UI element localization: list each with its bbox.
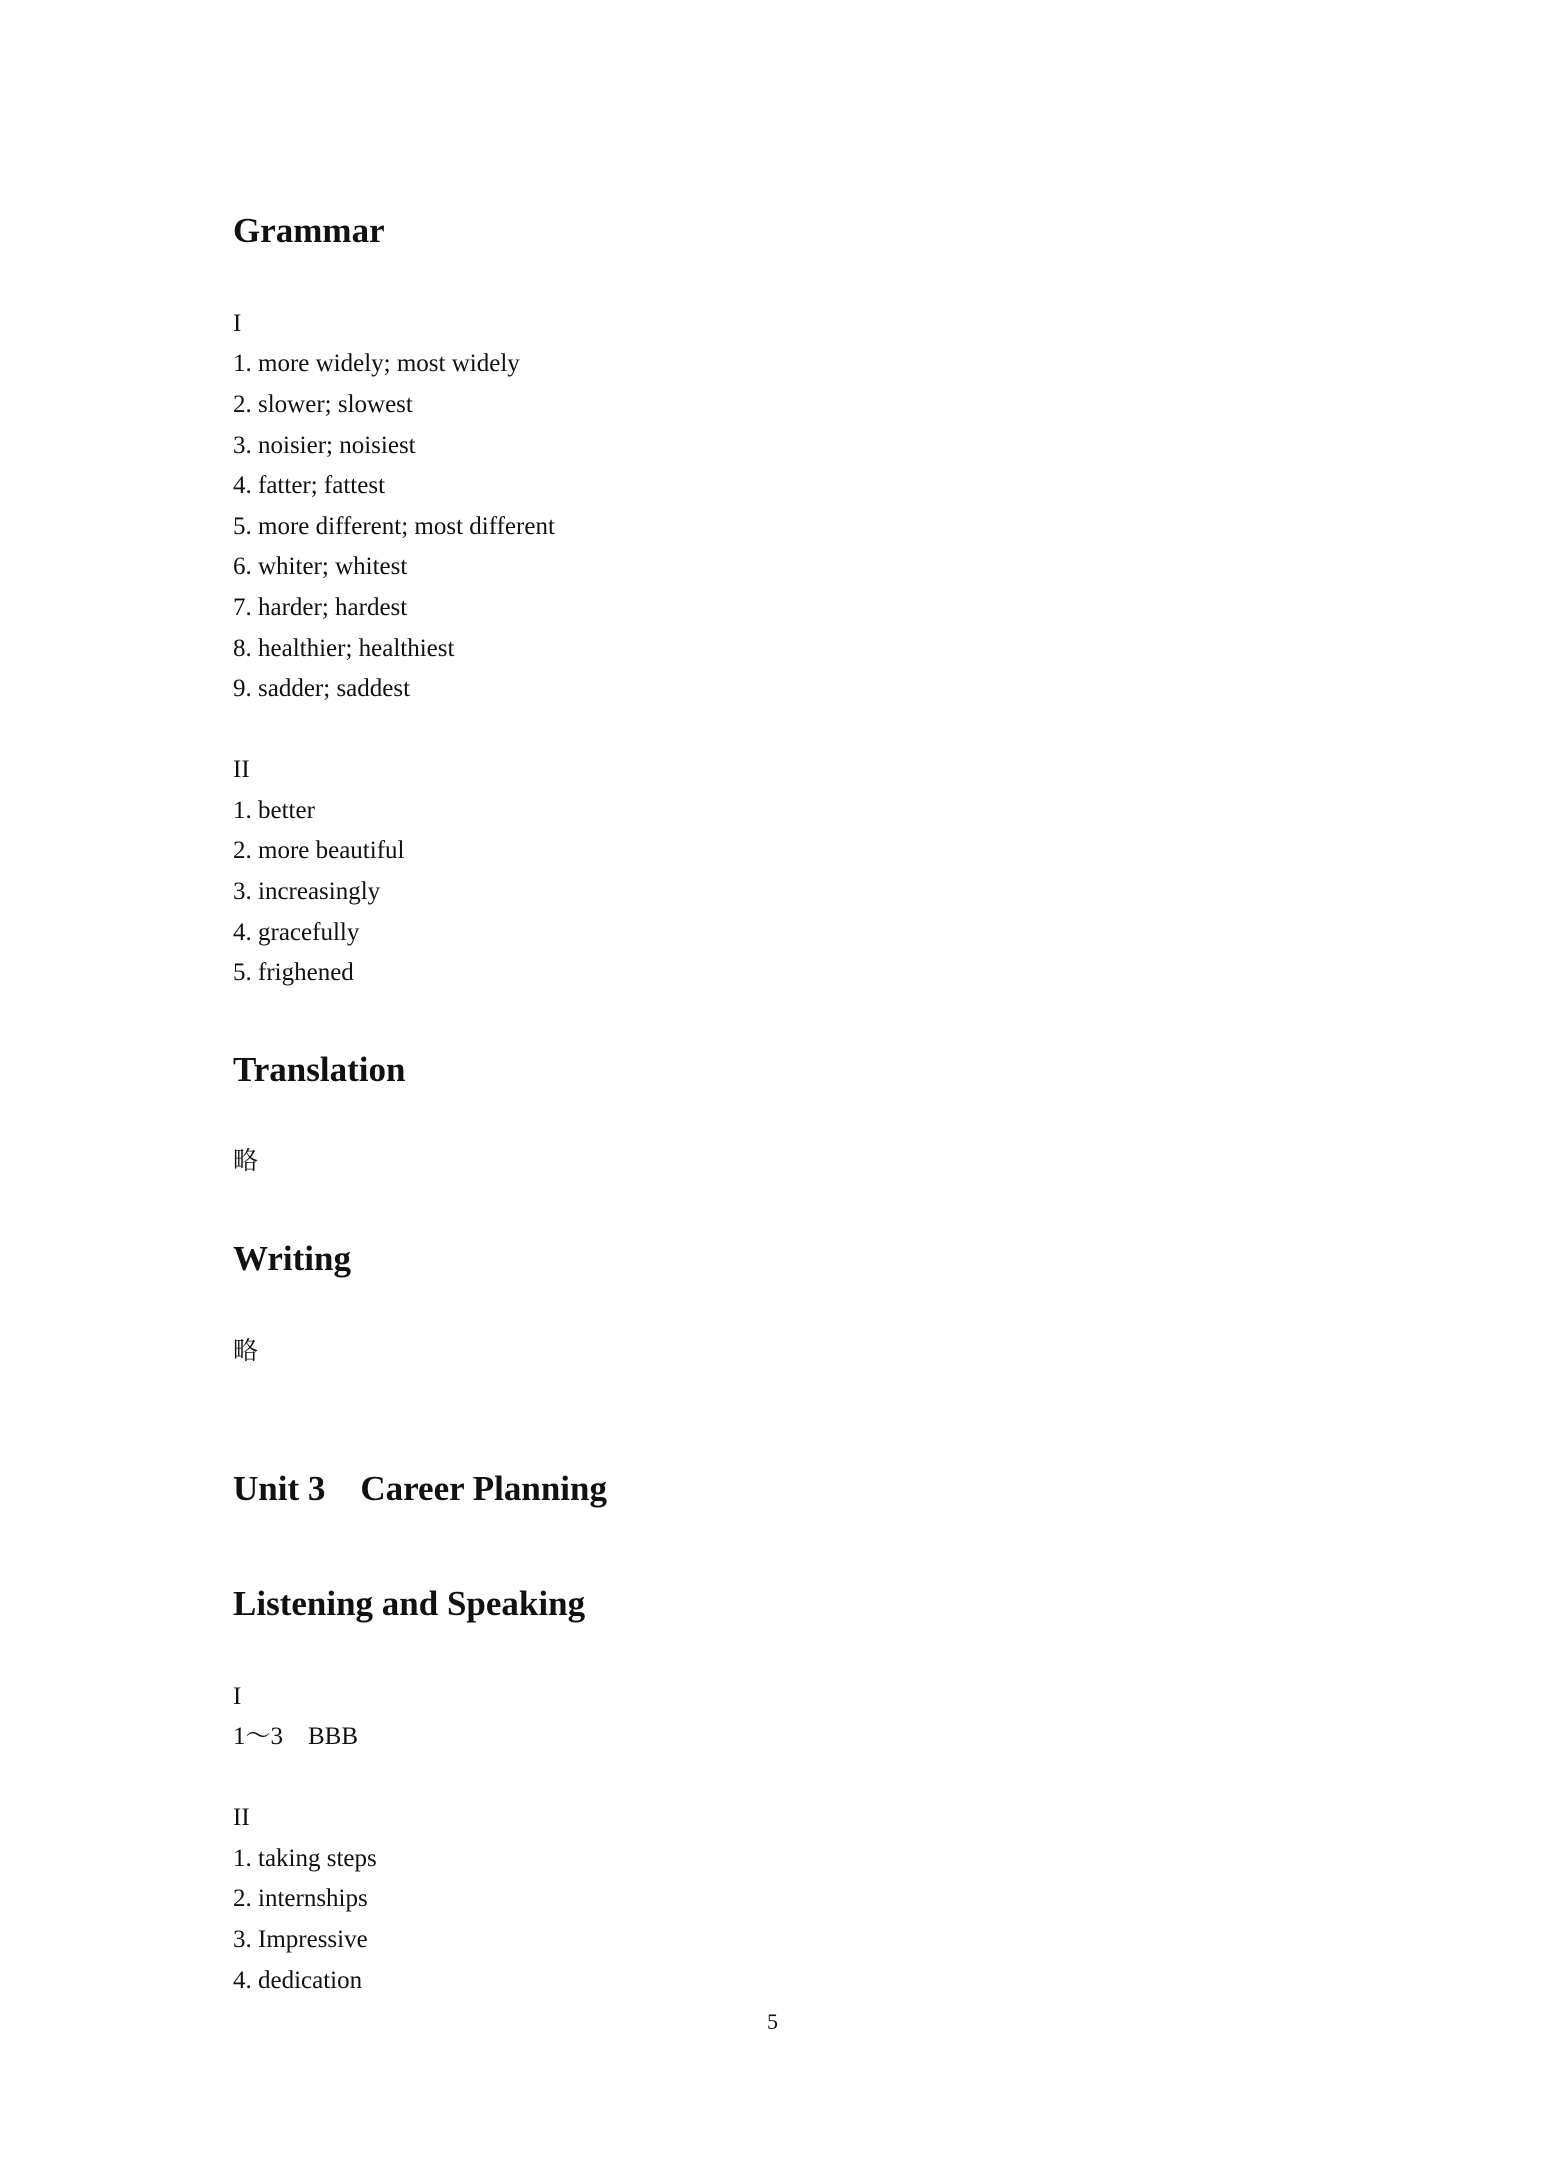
listening-part2-item: 2. internships	[233, 1885, 368, 1912]
grammar-part1-item: 9. sadder; saddest	[233, 675, 411, 702]
page-number: 5	[767, 2009, 778, 2034]
grammar-part2-label: II	[233, 756, 250, 783]
translation-content: 略	[233, 1146, 259, 1175]
grammar-part2-item: 5. frighened	[233, 959, 354, 986]
grammar-part1-item: 4. fatter; fattest	[233, 472, 386, 499]
listening-part2-item: 1. taking steps	[233, 1845, 377, 1872]
grammar-part1-label: I	[233, 310, 242, 337]
grammar-part1-item: 5. more different; most different	[233, 513, 555, 540]
listening-part2-label: II	[233, 1804, 250, 1831]
grammar-part1-item: 7. harder; hardest	[233, 594, 408, 621]
unit-title: Unit 3 Career Planning	[233, 1469, 607, 1508]
grammar-part1-item: 8. healthier; healthiest	[233, 635, 455, 662]
grammar-part2-item: 4. gracefully	[233, 919, 360, 946]
grammar-part1-item: 6. whiter; whitest	[233, 553, 408, 580]
grammar-part1-item: 1. more widely; most widely	[233, 350, 520, 377]
grammar-part2-item: 2. more beautiful	[233, 837, 405, 864]
listening-part1-label: I	[233, 1683, 242, 1710]
grammar-part2-item: 1. better	[233, 797, 315, 824]
listening-part1-answer: 1～3 BBB	[233, 1723, 359, 1750]
grammar-part1-item: 2. slower; slowest	[233, 391, 413, 418]
grammar-part2-item: 3. increasingly	[233, 878, 381, 905]
listening-part2-item: 3. Impressive	[233, 1926, 368, 1953]
writing-heading: Writing	[233, 1239, 351, 1278]
grammar-part1-item: 3. noisier; noisiest	[233, 432, 416, 459]
translation-heading: Translation	[233, 1050, 406, 1089]
grammar-heading: Grammar	[233, 211, 385, 250]
writing-content: 略	[233, 1336, 259, 1365]
listening-part2-item: 4. dedication	[233, 1967, 363, 1994]
listening-heading: Listening and Speaking	[233, 1584, 586, 1623]
